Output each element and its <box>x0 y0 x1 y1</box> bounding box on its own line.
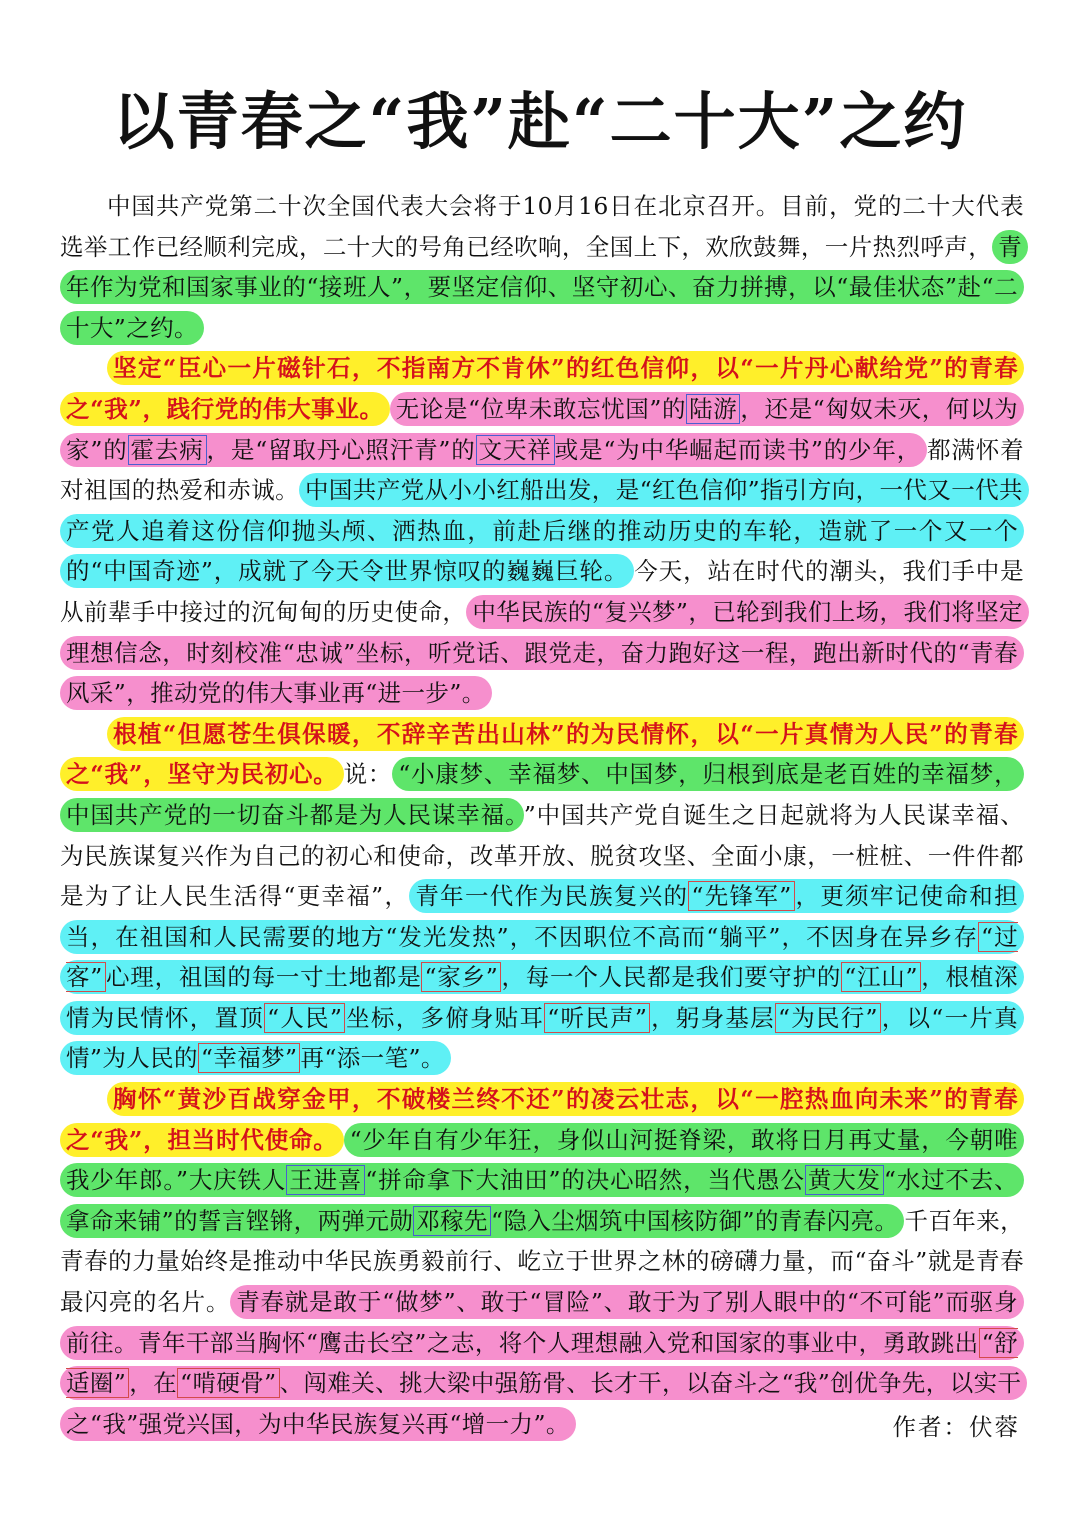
keyword-box: “啃硬骨” <box>177 1368 280 1398</box>
keyword-box: “江山” <box>841 962 921 992</box>
author-line: 作者：伏蓉 <box>892 1413 1020 1441</box>
text-segment: 或是“为中华崛起而读书”的少年， <box>554 435 922 464</box>
text-segment: ，还是“匈奴未灭，何以为家”的 <box>66 394 1018 464</box>
text-segment: ，更须牢记使命和担当，在祖国和人民需要的地方“发光发热”，不因职位不高而“躺平”，不因身在异乡存 <box>66 882 1018 951</box>
name-box: 邓稼先 <box>413 1206 491 1236</box>
name-box: 陆游 <box>686 394 740 424</box>
text-segment: 青年一代作为民族复兴的 <box>415 882 689 911</box>
text-segment: 都满怀着对祖国的热爱和赤诚。 <box>60 435 1024 505</box>
name-box: 黄大发 <box>805 1165 884 1195</box>
text-segment: 再“添一笔”。 <box>300 1044 445 1073</box>
text-segment: ，根植深情为民情怀，置顶 <box>66 963 1018 1032</box>
text-segment: 说： <box>343 760 393 789</box>
highlight-cyan: 中国共产党从小小红船出发，是“红色信仰”指引方向，一代又一代共产党人追着这份信仰抛头颅、洒热血，前赴后继的推动历史的车轮，造就了一个又一个的“中国奇迹”，成就了今天令世界惊叹的巍巍巨轮。 <box>60 473 1029 588</box>
keyword-box: “先锋军” <box>688 881 794 911</box>
keyword-box: “幸福梦” <box>198 1043 301 1073</box>
text-segment: 无论是“位卑未敢忘忧国”的 <box>395 394 687 423</box>
text-segment: 、闯难关、挑大梁中强筋骨、长才干，以奋斗之“我”创优争先，以实干之“我”强党兴国，为中华民族复兴再“增一力”。 <box>66 1369 1022 1438</box>
highlight-green: “小康梦、幸福梦、中国梦，归根到底是老百姓的幸福梦，中国共产党的一切奋斗都是为人民谋幸福。 <box>60 757 1024 832</box>
text-segment: ，在 <box>129 1369 178 1398</box>
keyword-box: “人民” <box>264 1003 345 1033</box>
text-segment: ”中国共产党自诞生之日起就将为人民谋幸福、为民族谋复兴作为自己的初心和使命，改革开放、脱贫攻坚、全面小康，一桩桩、一件件都是为了让人民生活得“更幸福”， <box>60 800 1024 911</box>
name-box: 霍去病 <box>128 435 207 465</box>
text-segment: ，每一个人民都是我们要守护的 <box>501 963 842 992</box>
text-segment: “水过不去、拿命来铺”的誓言铿锵，两弹元勋 <box>66 1166 1019 1235</box>
keyword-box: “听民声” <box>544 1003 650 1033</box>
text-segment: ，以“一片真情”为人民的 <box>66 1003 1019 1073</box>
highlight-green: 青年作为党和国家事业的“接班人”，要坚定信仰、坚守初心、奋力拼搏，以“最佳状态”赴“二十大”之约。 <box>60 230 1028 345</box>
text-segment: 坐标，多俯身贴耳 <box>345 1003 545 1032</box>
highlight-pink: 中华民族的“复兴梦”，已轮到我们上场，我们将坚定理想信念，时刻校准“忠诚”坐标，听党话、跟党走，奋力跑好这一程，跑出新时代的“青春风采”，推动党的伟大事业再“进一步”。 <box>60 595 1029 710</box>
text-segment: ，是“留取丹心照汗青”的 <box>206 435 476 464</box>
lead-sentence: 胸怀“黄沙百战穿金甲，不破楼兰终不还”的凌云壮志，以“一腔热血向未来”的青春之“我”，担当时代使命。 <box>60 1082 1024 1157</box>
text-segment: 青春就是敢于“做梦”、敢于“冒险”、敢于为了别人眼中的“不可能”而驱身前往。青年干部当胸怀“鹰击长空”之志，将个人理想融入党和国家的事业中，勇敢跳出 <box>66 1288 1018 1357</box>
text-segment: 中国共产党第二十次全国代表大会将于10月16日在北京召开。目前，党的二十大代表选举工作已经顺利完成，二十大的号角已经吹响，全国上下，欢欣鼓舞，一片热烈呼声， <box>60 192 1024 261</box>
keyword-box: “家乡” <box>421 962 501 992</box>
article-body <box>60 186 1024 1444</box>
lead-sentence: 坚定“臣心一片磁针石，不指南方不肯休”的红色信仰，以“一片丹心献给党”的青春之“我”，践行党的伟大事业。 <box>60 351 1024 426</box>
text-segment: “少年自有少年狂，身似山河挺脊梁，敢将日月再丈量，今朝唯我少年郎。”大庆铁人 <box>66 1125 1018 1195</box>
paragraph-1 <box>60 186 1024 348</box>
lead-sentence: 根植“但愿苍生俱保暖，不辞辛苦出山林”的为民情怀，以“一片真情为人民”的青春之“我”，坚守为民初心。 <box>60 717 1024 792</box>
keyword-box: “舒适圈” <box>66 1328 1018 1398</box>
keyword-box: “为民行” <box>775 1003 881 1033</box>
text-segment: “隐入尘烟筑中国核防御”的青春闪亮。 <box>490 1206 899 1235</box>
name-box: 文天祥 <box>476 435 555 465</box>
paragraph-2 <box>60 348 1024 713</box>
keyword-box: “过客” <box>66 922 1018 992</box>
name-box: 王进喜 <box>286 1165 365 1195</box>
text-segment: 千百年来，青春的力量始终是推动中华民族勇毅前行、屹立于世界之林的磅礴力量，而“奋斗”就是青春最闪亮的名片。 <box>60 1206 1025 1317</box>
text-segment: “拼命拿下大油田”的决心昭然，当代愚公 <box>365 1166 805 1195</box>
text-segment: ，躬身基层 <box>650 1003 775 1032</box>
text-segment: 今天，站在时代的潮头，我们手中是从前辈手中接过的沉甸甸的历史使命， <box>60 557 1024 626</box>
paragraph-3 <box>60 714 1024 1079</box>
paragraph-4 <box>60 1079 1024 1444</box>
text-segment: 心理，祖国的每一寸土地都是 <box>105 963 422 992</box>
article-title: 以青春之“我”赴“二十大”之约 <box>112 85 968 158</box>
